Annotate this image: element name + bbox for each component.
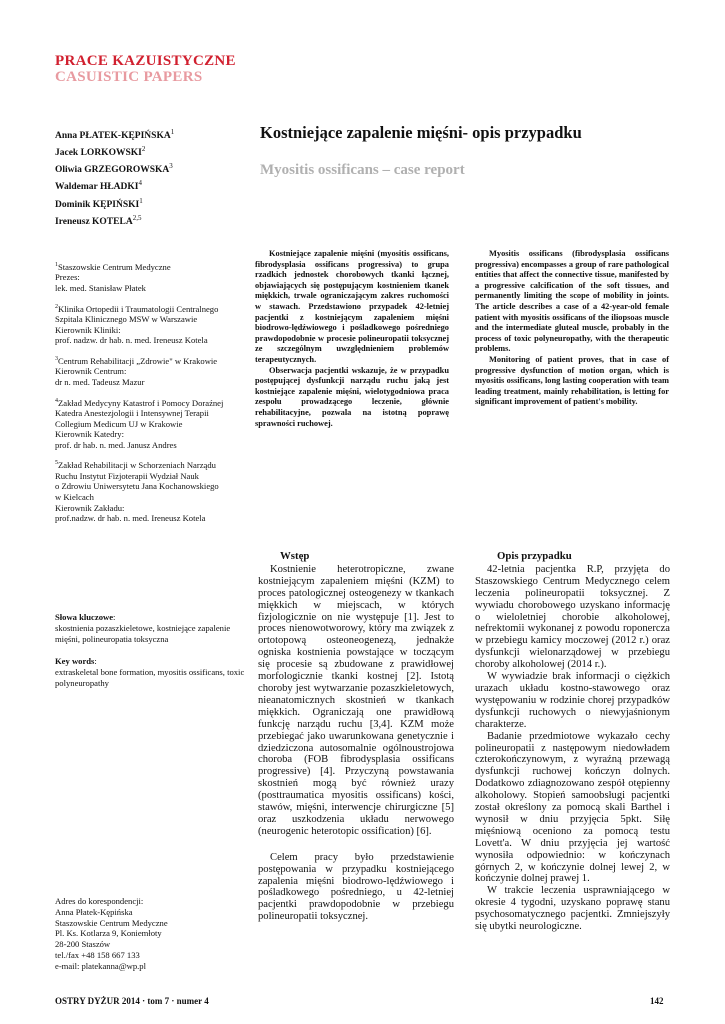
article-subtitle: Myositis ossificans – case report: [260, 162, 465, 178]
keywords-english-text: extraskeletal bone formation, myositis ossificans, toxic polyneuropathy: [55, 667, 245, 688]
author-name: Dominik KĘPIŃSKI$^1$: [55, 196, 143, 210]
section-case-description: [475, 551, 670, 933]
introduction-paragraph: Celem pracy było przedstawienie postępowania w przypadku kostniejącego zapalenia mięśni biodrowo-lędźwiowego i pośladkowego pośredniego, u 42-letniej pacjentki prawdopodobnie w przebiegu polineuropatii toksycznej.: [258, 851, 454, 923]
keywords-english-label: Key words: [55, 656, 95, 667]
correspondence-line: Anna Płatek-Kępińska: [55, 906, 133, 917]
keywords-polish-label: Słowa kluczowe: [55, 612, 114, 622]
journal-footer: OSTRY DYŻUR 2014 · tom 7 · numer 4: [55, 996, 209, 1006]
case-heading: Opis przypadku: [497, 550, 572, 562]
abstract-polish: [255, 249, 449, 429]
keywords-english: Key words: extraskeletal bone formation, myositis ossificans, toxic polyneuropathy: [55, 656, 245, 688]
correspondence-line: tel./fax +48 158 667 133: [55, 949, 140, 960]
correspondence-label: Adres do korespondencji:: [55, 896, 144, 906]
author-name: Oliwia GRZEGOROWSKA$^3$: [55, 162, 173, 176]
section-label-polish: PRACE KAZUISTYCZNE: [55, 53, 236, 69]
correspondence-line: 28-200 Staszów: [55, 939, 111, 950]
case-paragraph: W wywiadzie brak informacji o ciężkich urazach układu kostno-stawowego oraz występowaniu w rodzinie chorej przypadków dysfunkcji ruchowych o niewyjaśnionym charakterze.: [475, 671, 670, 730]
author-name: Anna PŁATEK-KĘPIŃSKA$^1$: [55, 128, 175, 142]
section-label-english: CASUISTIC PAPERS: [55, 69, 203, 85]
correspondence-line: Staszowskie Centrum Medyczne: [55, 917, 168, 928]
introduction-paragraph: Kostnienie heterotropiczne, zwane kostniejącym zapaleniem mięśni (KZM) to proces patologicznej osteogenezy w tkankach miękkich w miejscach, w których fizjologicznie on nie występuje [1]. Jest to proces nienowotworowy, który ma związek z ortotopową osteoneogenezą, jednakże ogniska kostnienia powstające w toczącym się procesie są zbudowane z prawidłowej morfologicznie tkanki kostnej [2]. Istotą choroby jest wytwarzanie pozaszkieletowych, nieanatomicznych skostnień w tkankach miękkich. Ograniczają one prawidłową funkcję narządu ruchu [3,4]. KZM może przebiegać jako uwarunkowana genetycznie i dziedziczona autosomalnie ogólnoustrojowa choroba (FOB fibrodysplasia ossificans progressive) [4]. Przyczyną powstawania skostnień mogą być również urazy (posttraumatica myositis ossificans) kości, stawów, mięśni, interwencje chirurgiczne [5] oraz uszkodzenia układu nerwowego (neurogenic heterotopic ossification) [6].: [258, 563, 454, 837]
affiliation: $^1$Staszowskie Centrum Medyczne Prezes: lek. med. Stanisław Płatek: [55, 261, 171, 294]
section-introduction: [258, 551, 454, 923]
introduction-heading: Wstęp: [280, 550, 310, 562]
affiliation: $^3$Centrum Rehabilitacji „Zdrowie" w Krakowie Kierownik Centrum: dr n. med. Tadeusz Mazur: [55, 355, 218, 387]
keywords: [55, 612, 255, 701]
abstract-polish-paragraph: Obserwacja pacjentki wskazuje, że w przypadku postępującej dysfunkcji narządu ruchu jaką jest kostniejące zapalenie mięśni, wielotygodniowa praca zespołu prowadzącego leczenie, głównie rehabilitacyjne, pozwala na istotną poprawę sprawności ruchowej.: [255, 365, 449, 428]
abstract-english: [475, 249, 669, 408]
abstract-polish-paragraph: Kostniejące zapalenie mięśni (myositis ossificans, fibrodysplasia ossificans progressiva) to grupa rzadkich jednostek chorobowych tkanki łącznej, objawiających się postępującym kostnieniem tkanek miękkich, trwale ograniczającym zakres ruchomości w stawach. Przedstawiono przypadek 42-letniej pacjentki z kostniejącym zapaleniem mięśni biodrowo-lędźwiowego i pośladkowego pośredniego prawdopodobnie w procesie polineuropatii toksycznej ze szczególnym uwzględnieniem problemów terapeutycznych.: [255, 249, 449, 364]
page-number: 142: [650, 996, 664, 1006]
keywords-polish: Słowa kluczowe: skostnienia pozaszkieletowe, kostniejące zapalenie mięśni, polineuropatia toksyczna: [55, 612, 231, 644]
author-name: Ireneusz KOTELA$^{2,5}$: [55, 213, 142, 227]
author-list: [55, 126, 174, 229]
case-paragraph: W trakcie leczenia usprawniającego w okresie 4 tygodni, uzyskano poprawę stanu psychosomatycznego pacjentki. Zmniejszyły się ubytki neurologiczne.: [475, 885, 670, 933]
author-name: Waldemar HŁADKI$^4$: [55, 179, 142, 193]
author-name: Jacek LORKOWSKI$^2$: [55, 145, 146, 159]
affiliation: $^4$Zakład Medycyny Katastrof i Pomocy Doraźnej Katedra Anestezjologii i Intensywnej Terapii Collegium Medicum UJ w Krakowie Kierownik Katedry: prof. dr hab. n. med. Janusz Andres: [55, 397, 224, 450]
correspondence-line: e-mail: platekanna@wp.pl: [55, 960, 146, 971]
keywords-polish-text: skostnienia pozaszkieletowe, kostniejące zapalenie mięśni, polineuropatia toksyczna: [55, 622, 231, 644]
correspondence-line: Pl. Ks. Kotlarza 9, Koniemłoty: [55, 928, 162, 939]
affiliations: [55, 260, 255, 532]
abstract-english-paragraph: Myositis ossificans (fibrodysplasia ossificans progressiva) encompasses a group of rare pathological entities that affect the connective tissue, manifested by a progressive calcification of the soft tissues, and permanently limiting the scope of mobility in joints. The article describes a case of a 42-year-old female patient with myositis ossificans of the iliopsoas muscle and the intermediate gluteal muscle, probably in the process of toxic polyneuropathy, with the therapeutic problems.: [475, 249, 669, 354]
abstract-english-paragraph: Monitoring of patient proves, that in case of progressive dysfunction of motion organ, which is myositis ossificans, long lasting cooperation with team leading treatment, mainly rehabilitation, is letting for significant improvement of patient's mobility.: [475, 354, 669, 407]
correspondence-address: [55, 896, 255, 972]
affiliation: $^5$Zakład Rehabilitacji w Schorzeniach Narządu Ruchu Instytut Fizjoterapii Wydział Nauk o Zdrowiu Uniwersytetu Jana Kochanowskiego w Kielcach Kierownik Zakładu: prof.nadzw. dr hab. n. med. Ireneusz Kotela: [55, 460, 219, 524]
case-paragraph: 42-letnia pacjentka R.P, przyjęta do Staszowskiego Centrum Medycznego celem leczenia polineuropatii toksycznej. Z wywiadu chorobowego uzyskano informację o wieloletniej chorobie alkoholowej, nefrektomii wykonanej z powodu roponercza w przebiegu kamicy moczowej (2012 r.) oraz dysfunkcji wielonarządowej w przebiegu choroby alkoholowej (2014 r.).: [475, 563, 670, 671]
article-title: Kostniejące zapalenie mięśni- opis przypadku: [260, 123, 582, 142]
affiliation: $^2$Klinika Ortopedii i Traumatologii Centralnego Szpitala Klinicznego MSW w Warszawie Kierownik Kliniki: prof. nadzw. dr hab. n. med. Ireneusz Kotela: [55, 303, 219, 346]
case-paragraph: Badanie przedmiotowe wykazało cechy polineuropatii z następowym niedowładem czterokończynowym, z wyraźną przewagą dysfunkcji ruchowej kończyn dolnych. Dodatkowo zdiagnozowano zespół otępienny alkoholowy. Stopień samoobsługi pacjentki został określony za pomocą skali Barthel i wynosił w dniu przyjęcia 5pkt. Siłę mięśniową oceniono za pomocą testu Lovett'a. W dniu przyjęcia jej wartość wynosiła odpowiednio: w kończynach górnych 2, w kończynie dolnej lewej 2, w kończynie dolnej prawej 1.: [475, 730, 670, 885]
